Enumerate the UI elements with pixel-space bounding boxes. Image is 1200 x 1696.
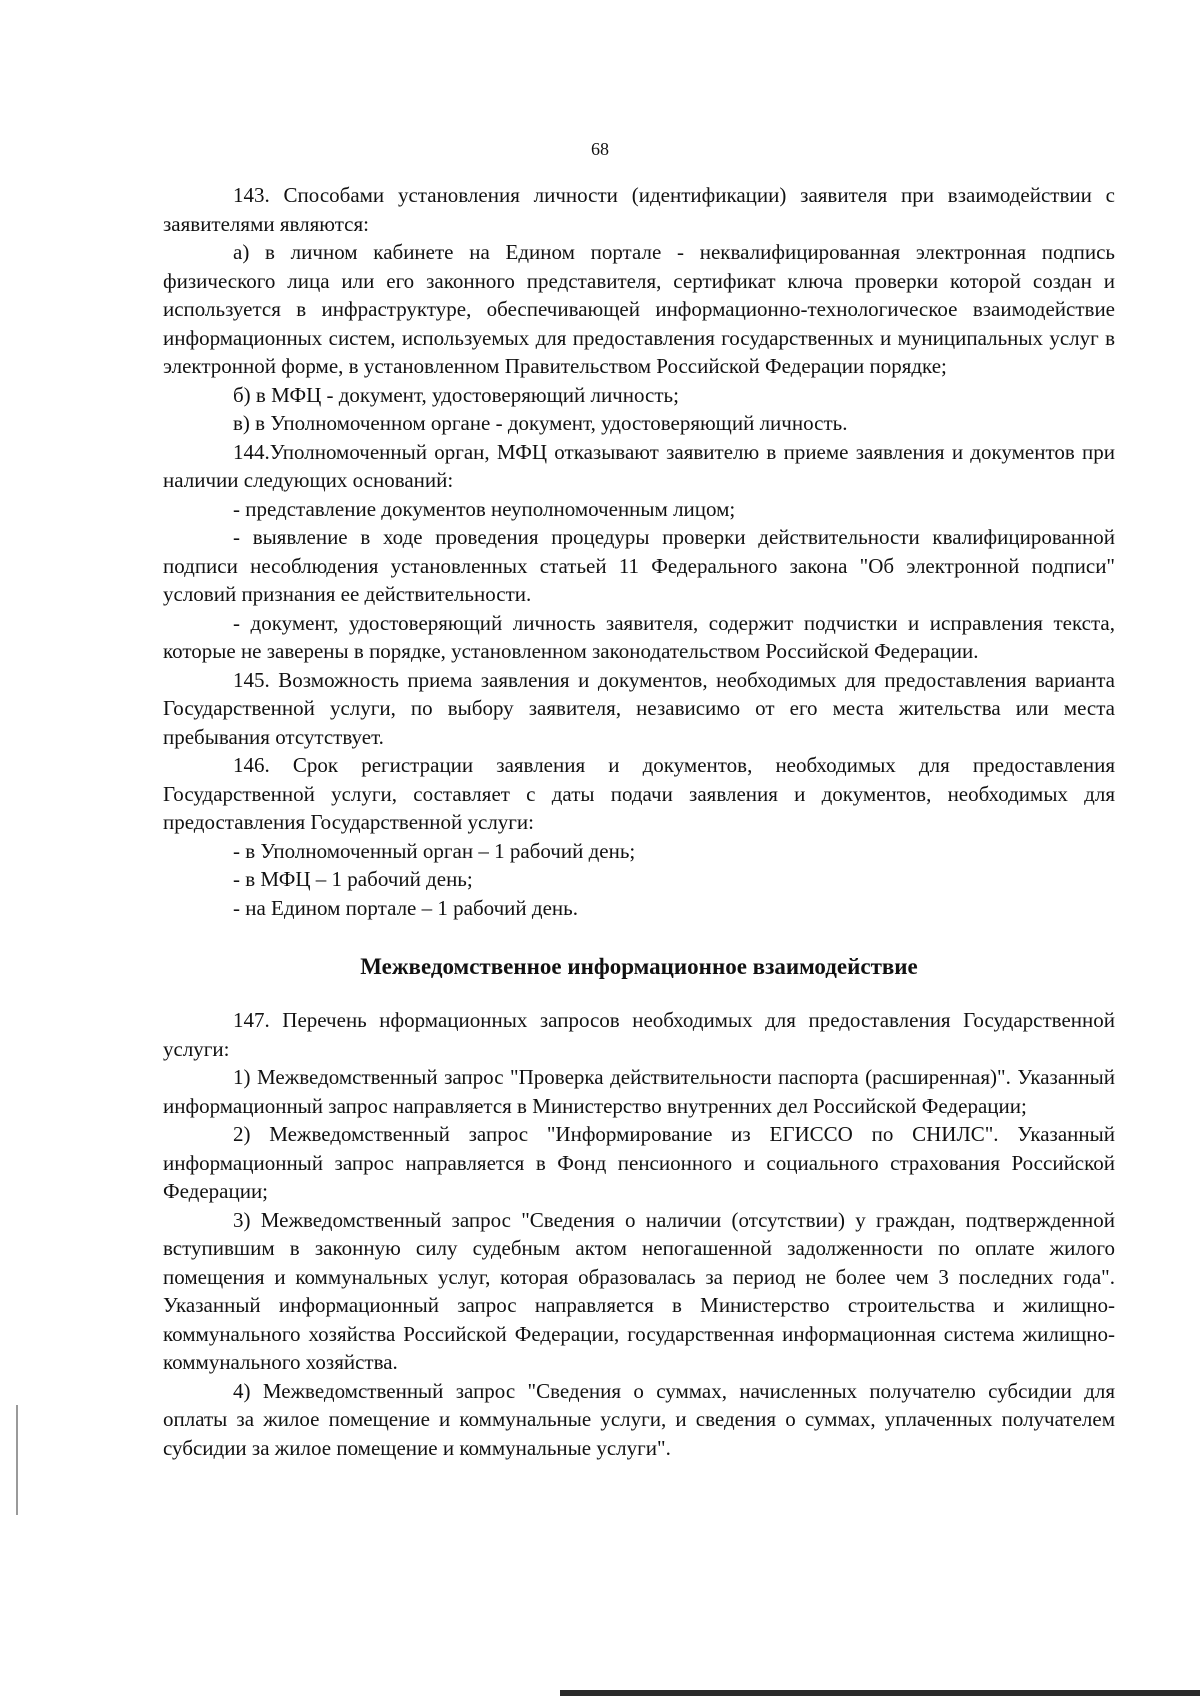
paragraph-144-item-2: - выявление в ходе проведения процедуры проверки действительности квалифицированной подписи несоблюдения установленных статьей 11 Федерального закона "Об электронной подписи" условий признания ее действительности. (163, 525, 1115, 606)
paragraph-144-item-1: - представление документов неуполномоченным лицом; (233, 496, 736, 521)
document-body (163, 181, 1115, 1462)
paragraph-143: 143. Способами установления личности (идентификации) заявителя при взаимодействии с заявителями являются: (163, 183, 1115, 236)
scan-bottom-edge (560, 1690, 1200, 1696)
paragraph-146-item-1: - в Уполномоченный орган – 1 рабочий день; (233, 838, 636, 863)
scan-edge-mark (16, 1405, 18, 1515)
paragraph-143-c: в) в Уполномоченном органе - документ, удостоверяющий личность. (233, 411, 848, 435)
paragraph-146-item-2: - в МФЦ – 1 рабочий день; (233, 867, 473, 891)
section-heading: Межведомственное информационное взаимодействие (360, 954, 918, 979)
paragraph-147-item-3: 3) Межведомственный запрос "Сведения о наличии (отсутствии) у граждан, подтвержденной вступившим в законную силу судебным актом непогашенной задолженности по оплате жилого помещения и коммунальных услуг, которая образовалась за период не более чем 3 последних года". Указанный информационный запрос направляется в Министерство строительства и жилищно-коммунального хозяйства Российской Федерации, государственная информационная система жилищно-коммунального хозяйства. (163, 1207, 1115, 1374)
page-number: 68 (591, 139, 609, 159)
paragraph-144: 144.Уполномоченный орган, МФЦ отказывают заявителю в приеме заявления и документов при наличии следующих оснований: (163, 439, 1115, 492)
paragraph-147-item-4: 4) Межведомственный запрос "Сведения о суммах, начисленных получателю субсидии для оплаты за жилое помещение и коммунальные услуги, и сведения о суммах, уплаченных получателем субсидии за жилое помещение и коммунальные услуги". (163, 1378, 1115, 1460)
paragraph-144-item-3: - документ, удостоверяющий личность заявителя, содержит подчистки и исправления текста, которые не заверены в порядке, установленном законодательством Российской Федерации. (163, 610, 1115, 663)
paragraph-145: 145. Возможность приема заявления и документов, необходимых для предоставления варианта Государственной услуги, по выбору заявителя, независимо от его места жительства или места пребывания отсутствует. (163, 667, 1115, 749)
paragraph-147-item-2: 2) Межведомственный запрос "Информирование из ЕГИССО по СНИЛС". Указанный информационный запрос направляется в Фонд пенсионного и социального страхования Российской Федерации; (163, 1122, 1115, 1203)
paragraph-147: 147. Перечень нформационных запросов необходимых для предоставления Государственной услуги: (163, 1008, 1115, 1061)
paragraph-143-b: б) в МФЦ - документ, удостоверяющий личность; (233, 382, 679, 407)
paragraph-143-a: а) в личном кабинете на Едином портале - неквалифицированная электронная подпись физического лица или его законного представителя, сертификат ключа проверки которой создан и используется в инфраструктуре, обеспечивающей информационно-технологическое взаимодействие информационных систем, используемых для предоставления государственных и муниципальных услуг в электронной форме, в установленном Правительством Российской Федерации порядке; (163, 240, 1115, 378)
paragraph-146: 146. Срок регистрации заявления и документов, необходимых для предоставления Государственной услуги, составляет с даты подачи заявления и документов, необходимых для предоставления Государственной услуги: (163, 753, 1115, 834)
paragraph-146-item-3: - на Едином портале – 1 рабочий день. (233, 895, 578, 920)
paragraph-147-item-1: 1) Межведомственный запрос "Проверка действительности паспорта (расширенная)". Указанный информационный запрос направляется в Министерство внутренних дел Российской Федерации; (163, 1065, 1115, 1118)
